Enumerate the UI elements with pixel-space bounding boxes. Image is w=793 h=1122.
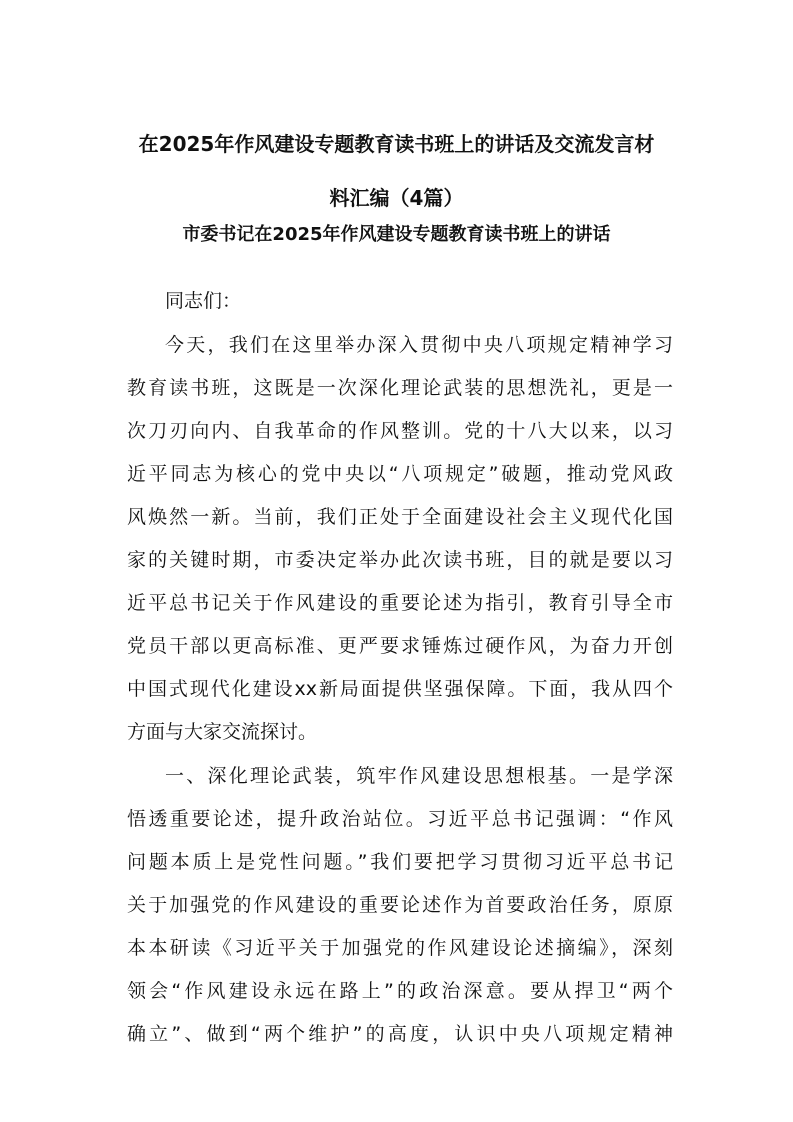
paragraph-line: 关于加强党的作风建设的重要论述作为首要政治任务，原原: [127, 894, 673, 916]
paragraph-line: 近平总书记关于作风建设的重要论述为指引，教育引导全市: [127, 592, 673, 614]
paragraph-line: 党员干部以更高标准、更严要求锤炼过硬作风，为奋力开创: [127, 635, 673, 657]
paragraph-line: 次刀刃向内、自我革命的作风整训。党的十八大以来，以习: [127, 420, 673, 442]
paragraph-line: 确立”、做到“两个维护”的高度，认识中央八项规定精神: [127, 1023, 673, 1045]
paragraph-line: 悟透重要论述，提升政治站位。习近平总书记强调：“作风: [127, 808, 673, 830]
paragraph-line: 本本研读《习近平关于加强党的作风建设论述摘编》，深刻: [127, 937, 673, 959]
paragraph-line: 领会“作风建设永远在路上”的政治深意。要从捍卫“两个: [127, 980, 673, 1002]
paragraph-line: 问题本质上是党性问题。”我们要把学习贯彻习近平总书记: [127, 851, 673, 873]
paragraph-line: 教育读书班，这既是一次深化理论武装的思想洗礼，更是一: [127, 377, 673, 399]
paragraph-line: 一、深化理论武装，筑牢作风建设思想根基。一是学深: [165, 765, 673, 787]
paragraph-line: 今天，我们在这里举办深入贯彻中央八项规定精神学习: [165, 334, 673, 356]
paragraph-line: 家的关键时期，市委决定举办此次读书班，目的就是要以习: [127, 549, 673, 571]
paragraph-line: 方面与大家交流探讨。: [127, 721, 318, 743]
paragraph-line: 中国式现代化建设xx新局面提供坚强保障。下面，我从四个: [127, 678, 673, 700]
salutation: 同志们：: [165, 290, 242, 312]
document-title-line-1: 在2025年作风建设专题教育读书班上的讲话及交流发言材: [138, 132, 655, 156]
paragraph-line: 近平同志为核心的党中央以“八项规定”破题，推动党风政: [127, 463, 673, 485]
section-heading: 市委书记在2025年作风建设专题教育读书班上的讲话: [182, 224, 611, 245]
paragraph-line: 风焕然一新。当前，我们正处于全面建设社会主义现代化国: [127, 506, 673, 528]
document-title-line-2: 料汇编（4篇）: [329, 186, 464, 210]
